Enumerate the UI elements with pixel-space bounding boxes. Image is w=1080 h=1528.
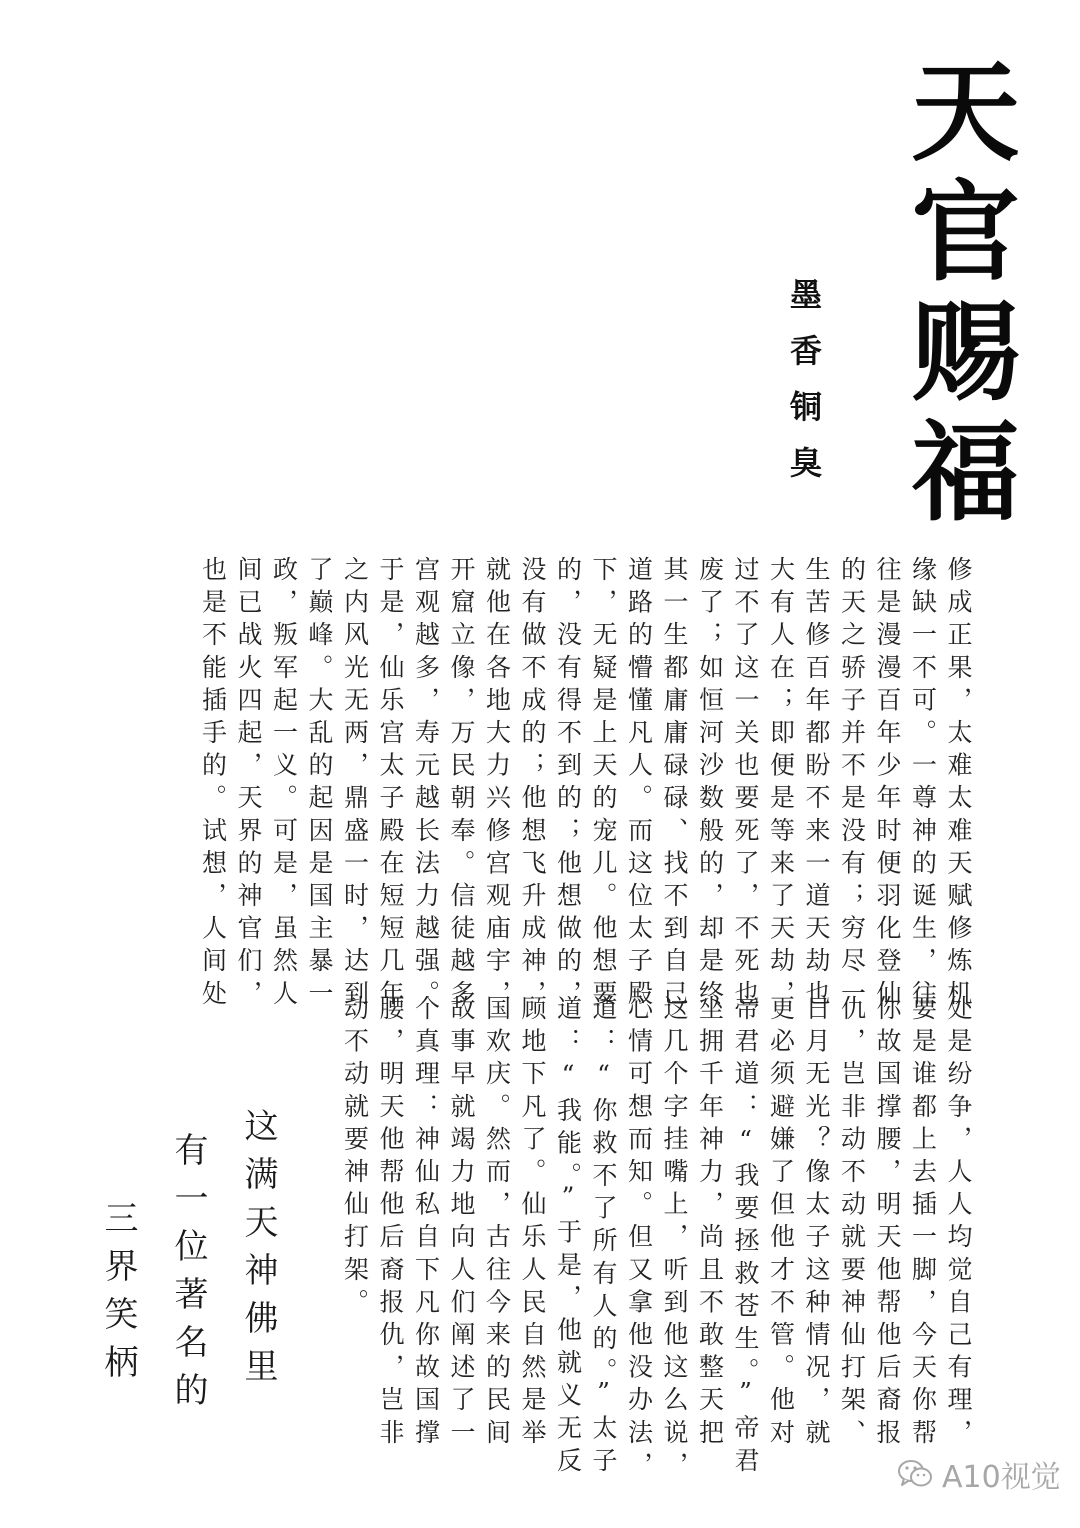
text-column: 之内风光无两，鼎盛一时，达到 [340,556,370,1013]
text-column: 间已战火四起，天界的神官们， [234,556,263,1013]
text-column: 废了；如恒河沙数般的，却是终 [695,556,725,1013]
text-column: 坐拥千年神力，尚且不敢整天把 [695,995,725,1452]
book-title: 天官赐福 [893,55,1019,535]
text-column: 这几个字挂嘴上，听到他这么说， [660,995,689,1484]
text-column: 动不动就要神仙打架。 [340,995,370,1321]
text-column: 仇，岂非动不动就要神仙打架、 [837,995,867,1452]
text-column: 你故国撑腰，明天他帮他后裔报 [873,995,902,1452]
wechat-icon [896,1458,934,1490]
text-column: 道：“你救不了所有人的。”太子 [589,995,618,1480]
text-column: 的，没有得不到的；他想做的， [553,556,583,1013]
watermark-text: A10视觉 [942,1460,1061,1495]
text-column: 生苦修百年都盼不来一道天劫也 [802,556,831,1013]
text-column: 国欢庆。然而，古往今来的民间 [482,995,512,1452]
text-column: 往是漫漫百年少年时便羽化登仙 [873,556,902,1013]
text-column: 心情可想而知。但又拿他没办法， [624,995,654,1484]
text-column: 个真理：神仙私自下凡你故国撑 [411,995,441,1452]
text-column: 顾地下凡了。仙乐人民自然是举 [518,995,547,1452]
watermark [896,1452,1061,1496]
text-column: 下，无疑是上天的宠儿。他想要 [589,556,618,1013]
text-column: 道路的懵懂凡人。而这位太子殿 [624,556,654,1013]
text-column: 没有做不成的；他想飞升成神， [518,556,547,1013]
text-column: 的天之骄子并不是没有；穷尽一 [837,556,867,1013]
slogan-line-1: 这满天神佛里 [238,1108,278,1396]
text-column: 更必须避嫌了但他才不管。他对 [766,995,796,1452]
text-column: 腰，明天他帮他后裔报仇，岂非 [376,995,405,1452]
text-column: 于是，仙乐宫太子殿在短短几年 [376,556,405,1013]
text-column: 就他在各地大力兴修宫观庙宇， [482,556,512,1013]
author-name: 墨香铜臭 [785,278,823,502]
text-column: 日月无光？像太子这种情况，就 [802,995,831,1452]
text-column: 要是谁都上去插一脚，今天你帮 [908,995,938,1452]
text-column: 处是纷争，人人均觉自己有理， [944,995,973,1452]
text-column: 大有人在；即便是等来了天劫， [766,556,796,1013]
text-column: 帝君道：“我要拯救苍生。”帝君 [731,995,760,1480]
text-column: 道：“我能。”于是，他就义无反 [553,995,583,1480]
text-column: 其一生都庸庸碌碌、找不到自己 [660,556,689,1013]
text-column: 政，叛军起一义。可是，虽然人 [269,556,299,1013]
text-column: 过不了这一关也要死了，不死也 [731,556,760,1013]
text-column: 了巅峰。大乱的起因是国主暴一 [305,556,334,1013]
slogan-line-3: 三界笑柄 [98,1200,138,1392]
text-column: 故事早就竭力地向人们阐述了一 [447,995,476,1452]
text-column: 也是不能插手的。试想，人间处 [198,556,228,1013]
slogan-line-2: 有一位著名的 [168,1132,208,1420]
text-column: 修成正果，太难太难天赋修炼机 [944,556,973,1013]
text-column: 缘缺一不可。一尊神的诞生，往 [908,556,938,1013]
text-column: 开窟立像，万民朝奉。信徒越多 [447,556,476,1013]
text-column: 宫观越多，寿元越长法力越强。 [411,556,441,1013]
